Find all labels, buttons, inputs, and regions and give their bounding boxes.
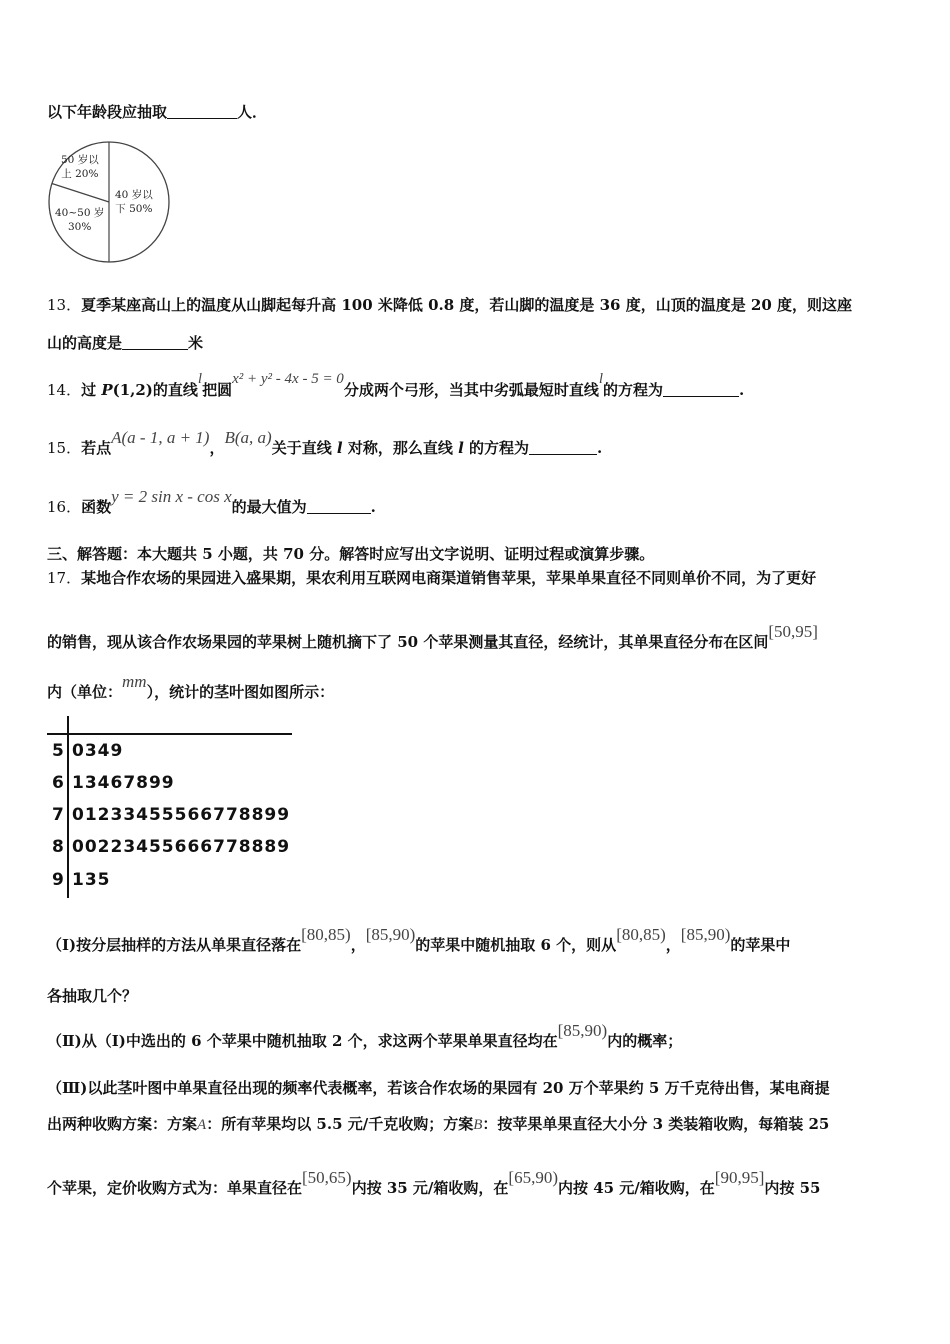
pie-label-under40: 40 岁以 下 50% — [115, 189, 153, 215]
q13-line2: 山的高度是 米 — [47, 334, 204, 352]
answer-blank — [307, 498, 371, 514]
q15: 15．若点A(a - 1, a + 1)，B(a, a)关于直线 l 对称，那么直线 l 的方程为 . — [47, 428, 603, 457]
section3-heading: 三、解答题：本大题共 5 小题，共 70 分。解答时应写出文字说明、证明过程或演算步骤。 — [47, 545, 655, 563]
q13-line1: 13．夏季某座高山上的温度从山脚起每升高 100 米降低 0.8 度，若山脚的温度是 36 度，山顶的温度是 20 度，则这座 — [47, 296, 853, 314]
part2: （Ⅱ)从（Ⅰ)中选出的 6 个苹果中随机抽取 2 个，求这两个苹果单果直径均在[85,90)内的概率； — [47, 1021, 683, 1050]
answer-blank — [663, 381, 739, 397]
stem-leaf-plot: 5 0349 6 13467899 7 01233455566778899 8 00223455666778889 9 135 — [47, 716, 307, 901]
answer-blank — [529, 439, 597, 455]
answer-blank — [167, 103, 237, 119]
part3-line1: （Ⅲ)以此茎叶图中单果直径出现的频率代表概率，若该合作农场的果园有 20 万个苹果约 5 万千克待出售，某电商提 — [47, 1079, 830, 1097]
q12-tail: 以下年龄段应抽取 人． — [47, 103, 268, 121]
stem-leaf-horizontal-rule — [47, 733, 292, 735]
part1-line1: （Ⅰ)按分层抽样的方法从单果直径落在[80,85)，[85,90)的苹果中随机抽取 6 个，则从[80,85)，[85,90)的苹果中 — [47, 925, 791, 954]
stem-leaf-vertical-rule — [67, 716, 69, 898]
part3-line3: 个苹果，定价收购方式为：单果直径在[50,65)内按 35 元/箱收购，在[65,90)内按 45 元/箱收购，在[90,95]内按 55 — [47, 1168, 821, 1197]
q17-line2: 的销售，现从该合作农场果园的苹果树上随机摘下了 50 个苹果测量其直径，经统计，其单果直径分布在区间[50,95] — [47, 622, 818, 651]
part3-line2: 出两种收购方案：方案A：所有苹果均以 5.5 元/千克收购；方案B：按苹果单果直径大小分 3 类装箱收购，每箱装 25 — [47, 1115, 830, 1133]
q17-line1: 17．某地合作农场的果园进入盛果期，果农利用互联网电商渠道销售苹果，苹果单果直径不同则单价不同，为了更好 — [47, 569, 817, 587]
part1-line2: 各抽取几个？ — [47, 987, 138, 1005]
answer-blank — [122, 334, 188, 350]
pie-label-40to50: 40~50 岁 30% — [55, 207, 105, 233]
q17-line3: 内（单位：mm），统计的茎叶图如图所示： — [47, 672, 335, 701]
pie-label-over50: 50 岁以 上 20% — [61, 154, 99, 180]
age-pie-chart — [45, 140, 175, 265]
q14: 14．过 P(1,2)的直线l把圆x² + y² - 4x - 5 = 0分成两个弓形，当其中劣弧最短时直线l的方程为 . — [47, 371, 745, 399]
q16: 16．函数y = 2 sin x - cos x的最大值为 . — [47, 487, 376, 516]
pie-divider-left — [52, 184, 109, 203]
